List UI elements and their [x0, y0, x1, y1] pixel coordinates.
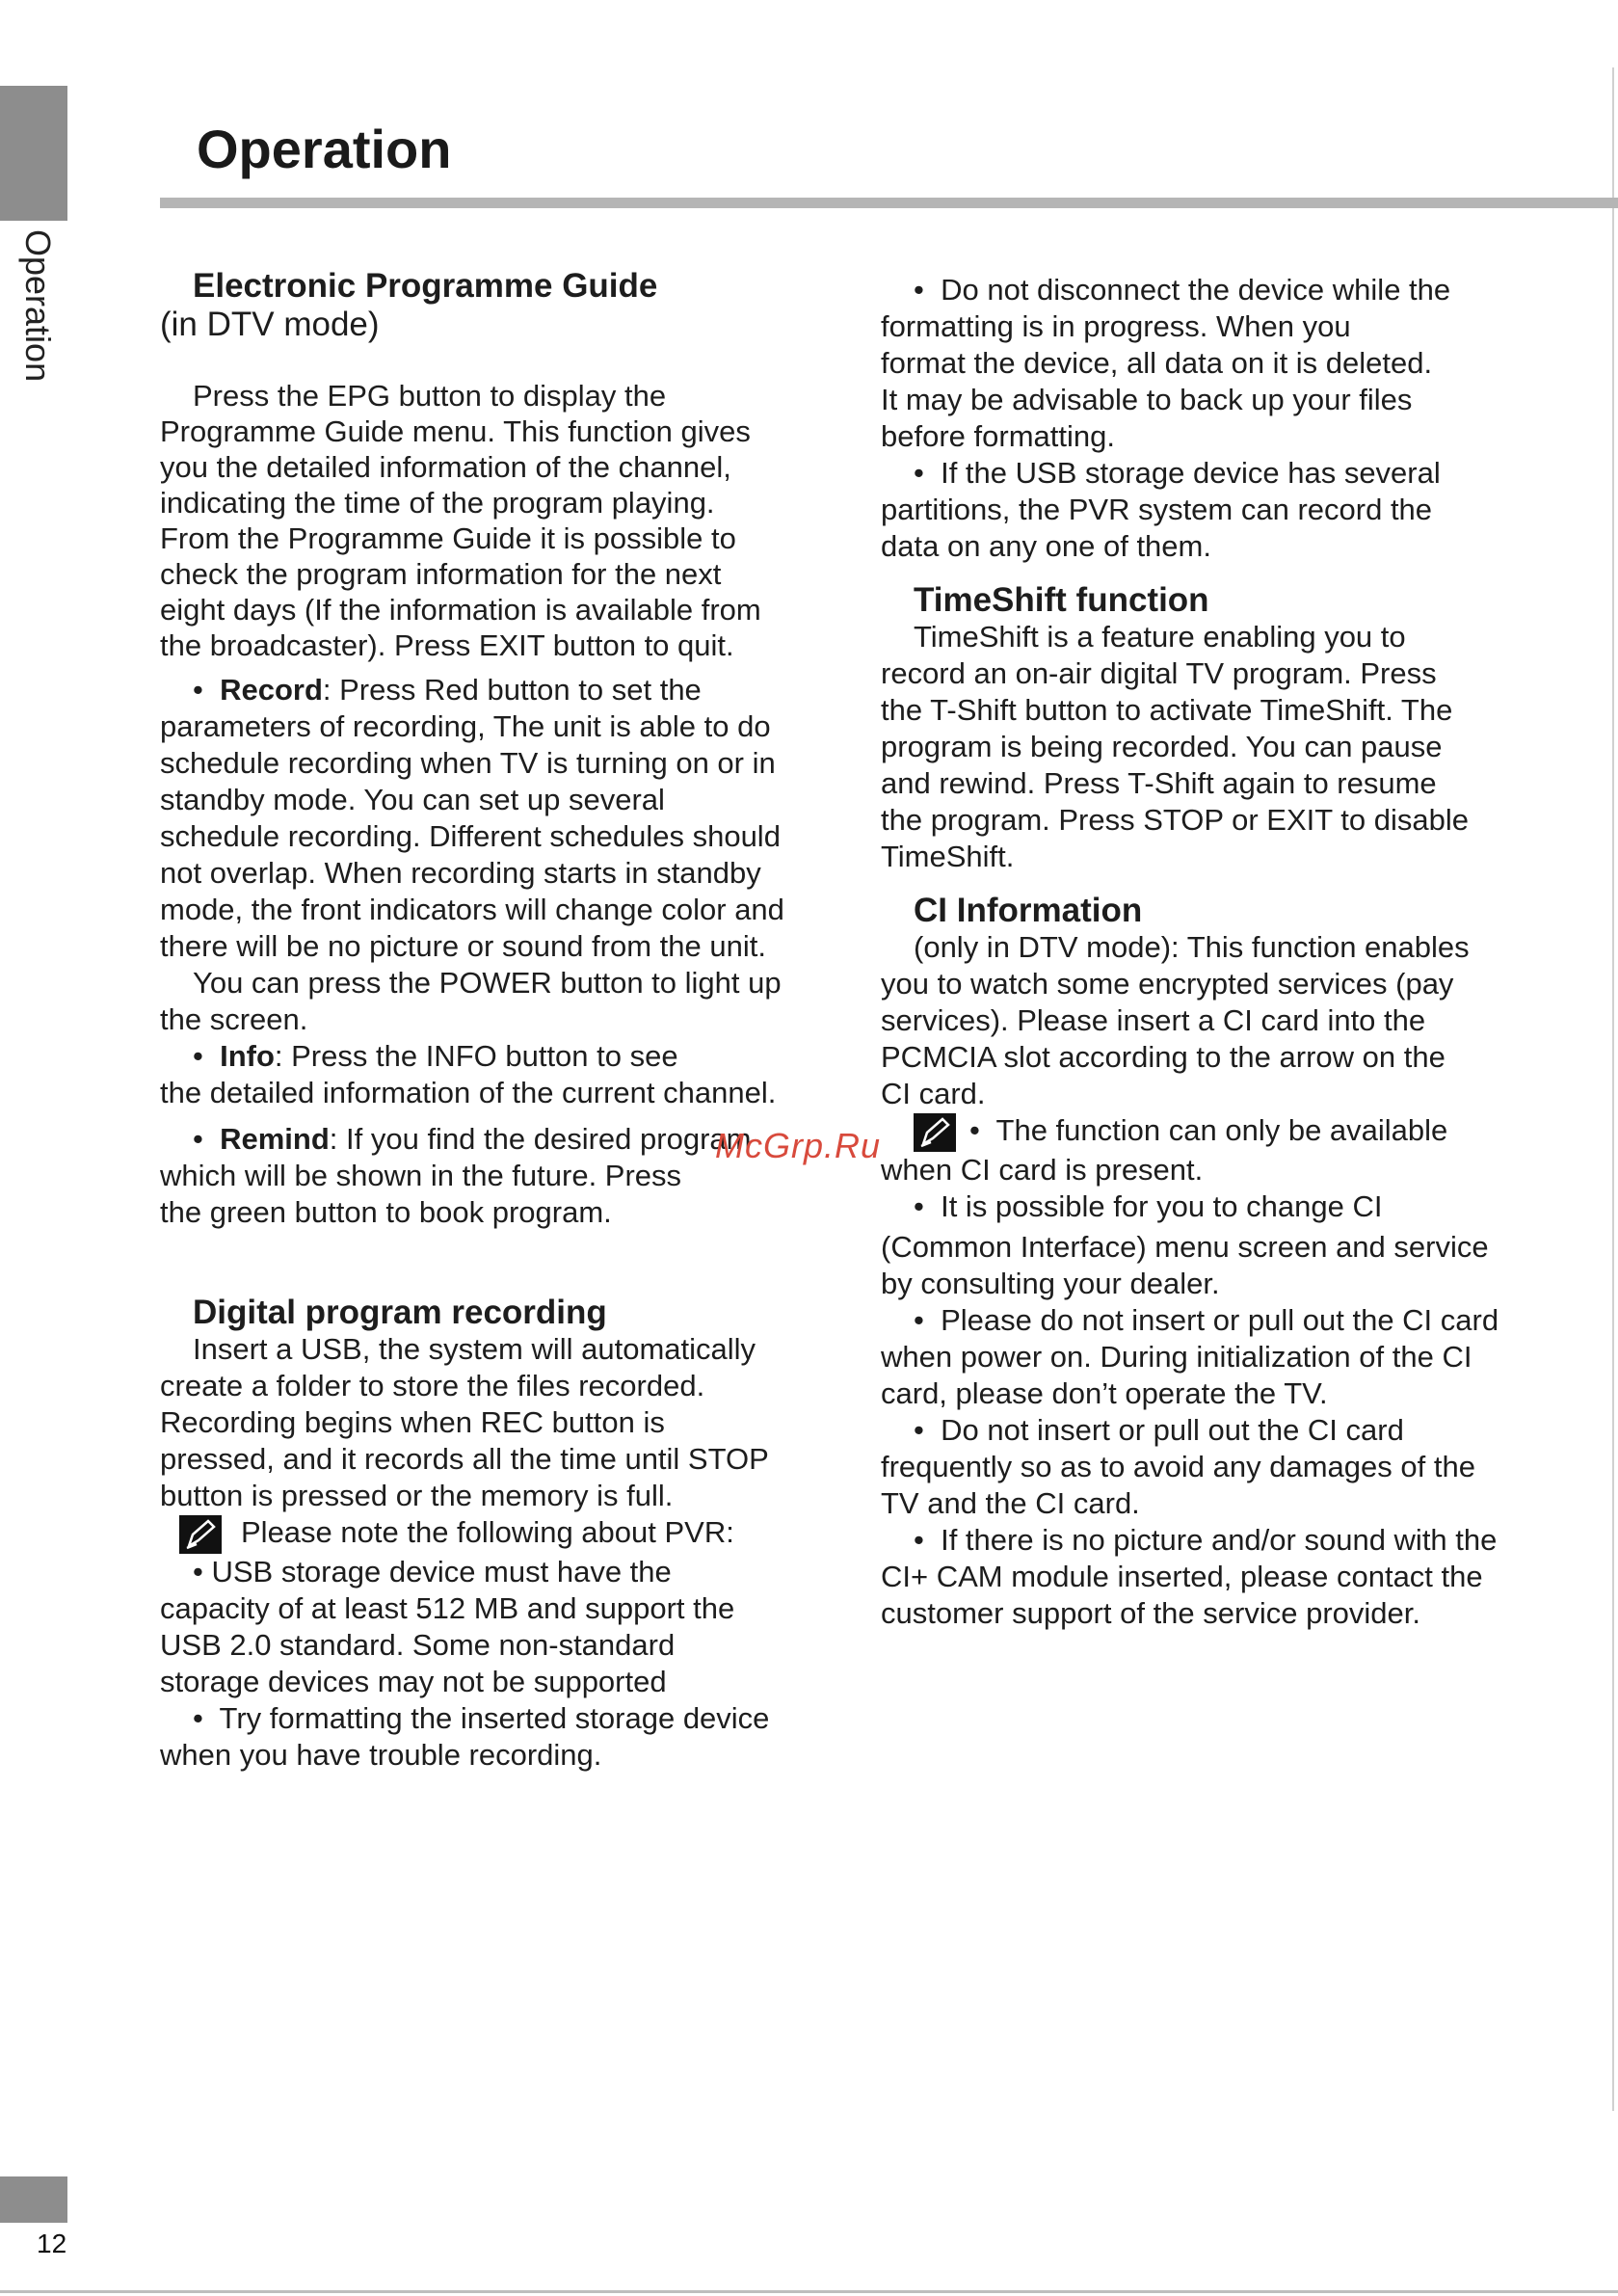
dpr-line: Insert a USB, the system will automatically	[193, 1332, 756, 1366]
change-text: It is possible for you to change CI	[941, 1188, 1383, 1223]
disconnect-item: • Do not disconnect the device while the	[914, 273, 1451, 307]
available-text: The function can only be available	[995, 1113, 1448, 1147]
disconnect-line: format the device, all data on it is deleted.	[881, 346, 1433, 380]
record-line: schedule recording when TV is turning on or in	[160, 746, 776, 780]
change-line: (Common Interface) menu screen and service	[881, 1229, 1489, 1264]
remind-item: • Remind: If you find the desired program	[193, 1122, 752, 1156]
watermark: McGrp.Ru	[715, 1126, 882, 1165]
page-number: 12	[37, 2229, 67, 2258]
epg-line: the broadcaster). Press EXIT button to quit.	[160, 628, 734, 662]
available-item: • The function can only be available	[881, 1112, 1584, 1152]
remind-label: Remind	[220, 1122, 330, 1156]
title-underline	[160, 198, 1618, 208]
epg-line: From the Programme Guide it is possible to	[160, 521, 736, 555]
left-column	[160, 268, 835, 1774]
ci-line: (only in DTV mode): This function enables	[914, 930, 1470, 964]
cam-line: customer support of the service provider.	[881, 1595, 1420, 1630]
disconnect-line: formatting is in progress. When you	[881, 309, 1351, 343]
epg-subheading: (in DTV mode)	[160, 306, 380, 343]
power-line: You can press the POWER button to light up	[193, 966, 782, 1000]
record-line: standby mode. You can set up several	[160, 783, 665, 816]
timeshift-heading: TimeShift function	[914, 581, 1209, 619]
timeshift-line: TimeShift.	[881, 840, 1015, 873]
pull-line: when power on. During initialization of the CI	[881, 1339, 1472, 1374]
frequent-text: Do not insert or pull out the CI card	[941, 1412, 1404, 1447]
timeshift-line: program is being recorded. You can pause	[881, 730, 1443, 763]
timeshift-line: and rewind. Press T-Shift again to resume	[881, 766, 1437, 800]
record-line: schedule recording. Different schedules should	[160, 819, 781, 853]
epg-line: you the detailed information of the channel,	[160, 450, 731, 484]
ci-heading: CI Information	[914, 892, 1143, 929]
record-line: not overlap. When recording starts in standby	[160, 856, 761, 890]
usb-line: capacity of at least 512 MB and support the	[160, 1590, 735, 1625]
remind-line: which will be shown in the future. Press	[160, 1159, 682, 1192]
try-text: Try formatting the inserted storage device	[219, 1700, 770, 1735]
remind-text: : If you find the desired program	[329, 1122, 752, 1156]
bottom-rule	[0, 2290, 1618, 2293]
record-line: there will be no picture or sound from the unit.	[160, 929, 766, 963]
pull-item: • Please do not insert or pull out the CI card	[914, 1302, 1499, 1337]
disconnect-line: It may be advisable to back up your files	[881, 383, 1413, 416]
note-pen-icon	[179, 1515, 222, 1554]
ci-line: services). Please insert a CI card into the	[881, 1003, 1426, 1037]
pvr-note-text: Please note the following about PVR:	[241, 1515, 734, 1549]
side-tab-marker	[0, 86, 67, 221]
record-line: parameters of recording, The unit is able to do	[160, 709, 771, 743]
remind-line: the green button to book program.	[160, 1195, 612, 1229]
available-line: when CI card is present.	[881, 1152, 1204, 1187]
partitions-line: data on any one of them.	[881, 529, 1211, 563]
dpr-line: button is pressed or the memory is full.	[160, 1479, 674, 1512]
change-line: by consulting your dealer.	[881, 1266, 1220, 1300]
disconnect-line: before formatting.	[881, 419, 1115, 453]
usb-line: storage devices may not be supported	[160, 1664, 667, 1698]
timeshift-line: the program. Press STOP or EXIT to disable	[881, 803, 1469, 837]
epg-line: eight days (If the information is available from	[160, 593, 761, 627]
epg-line: indicating the time of the program playing.	[160, 486, 715, 520]
side-section-label: Operation	[18, 229, 58, 383]
ci-line: CI card.	[881, 1077, 986, 1110]
ci-line: you to watch some encrypted services (pay	[881, 967, 1454, 1001]
change-item: • It is possible for you to change CI	[914, 1188, 1383, 1223]
info-label: Info	[220, 1039, 275, 1073]
info-line: the detailed information of the current channel.	[160, 1076, 777, 1109]
right-edge-rule	[1612, 67, 1614, 2111]
frequent-line: frequently so as to avoid any damages of the	[881, 1449, 1475, 1483]
ci-line: PCMCIA slot according to the arrow on the	[881, 1040, 1446, 1074]
usb-item: • USB storage device must have the	[193, 1554, 672, 1589]
footer-tab-marker	[0, 2176, 67, 2223]
partitions-item: • If the USB storage device has several	[914, 456, 1441, 490]
epg-line: Press the EPG button to display the	[193, 379, 667, 413]
epg-heading: Electronic Programme Guide	[193, 267, 658, 305]
power-line: the screen.	[160, 1002, 308, 1036]
partitions-text: If the USB storage device has several	[941, 456, 1441, 490]
epg-line: Programme Guide menu. This function gives	[160, 414, 751, 448]
try-item: • Try formatting the inserted storage device	[193, 1700, 770, 1735]
note-pen-icon	[914, 1113, 956, 1152]
usb-text: USB storage device must have the	[211, 1554, 672, 1589]
info-text: : Press the INFO button to see	[274, 1039, 678, 1073]
usb-line: USB 2.0 standard. Some non-standard	[160, 1627, 676, 1662]
pull-line: card, please don’t operate the TV.	[881, 1375, 1328, 1410]
pull-text: Please do not insert or pull out the CI card	[941, 1302, 1499, 1337]
record-label: Record	[220, 673, 323, 707]
record-text: : Press Red button to set the	[322, 673, 702, 707]
record-line: mode, the front indicators will change color and	[160, 893, 784, 926]
timeshift-line: TimeShift is a feature enabling you to	[914, 620, 1406, 654]
right-column	[881, 272, 1584, 1632]
timeshift-line: record an on-air digital TV program. Press	[881, 656, 1437, 690]
frequent-line: TV and the CI card.	[881, 1485, 1140, 1520]
epg-line: check the program information for the next	[160, 557, 722, 591]
frequent-item: • Do not insert or pull out the CI card	[914, 1412, 1404, 1447]
cam-text: If there is no picture and/or sound with the	[941, 1522, 1498, 1557]
timeshift-line: the T-Shift button to activate TimeShift. The	[881, 693, 1453, 727]
page-title: Operation	[197, 119, 452, 179]
try-line: when you have trouble recording.	[160, 1737, 602, 1772]
dpr-line: create a folder to store the files recorded.	[160, 1369, 705, 1402]
disconnect-text: Do not disconnect the device while the	[941, 273, 1451, 307]
dpr-heading: Digital program recording	[193, 1294, 607, 1331]
partitions-line: partitions, the PVR system can record the	[881, 493, 1433, 526]
cam-item: • If there is no picture and/or sound with the	[914, 1522, 1498, 1557]
pvr-note	[160, 1514, 835, 1554]
record-item: • Record: Press Red button to set the	[193, 673, 702, 707]
dpr-line: pressed, and it records all the time until STOP	[160, 1442, 769, 1476]
dpr-line: Recording begins when REC button is	[160, 1405, 665, 1439]
cam-line: CI+ CAM module inserted, please contact the	[881, 1559, 1483, 1593]
info-item: • Info: Press the INFO button to see	[193, 1039, 678, 1073]
